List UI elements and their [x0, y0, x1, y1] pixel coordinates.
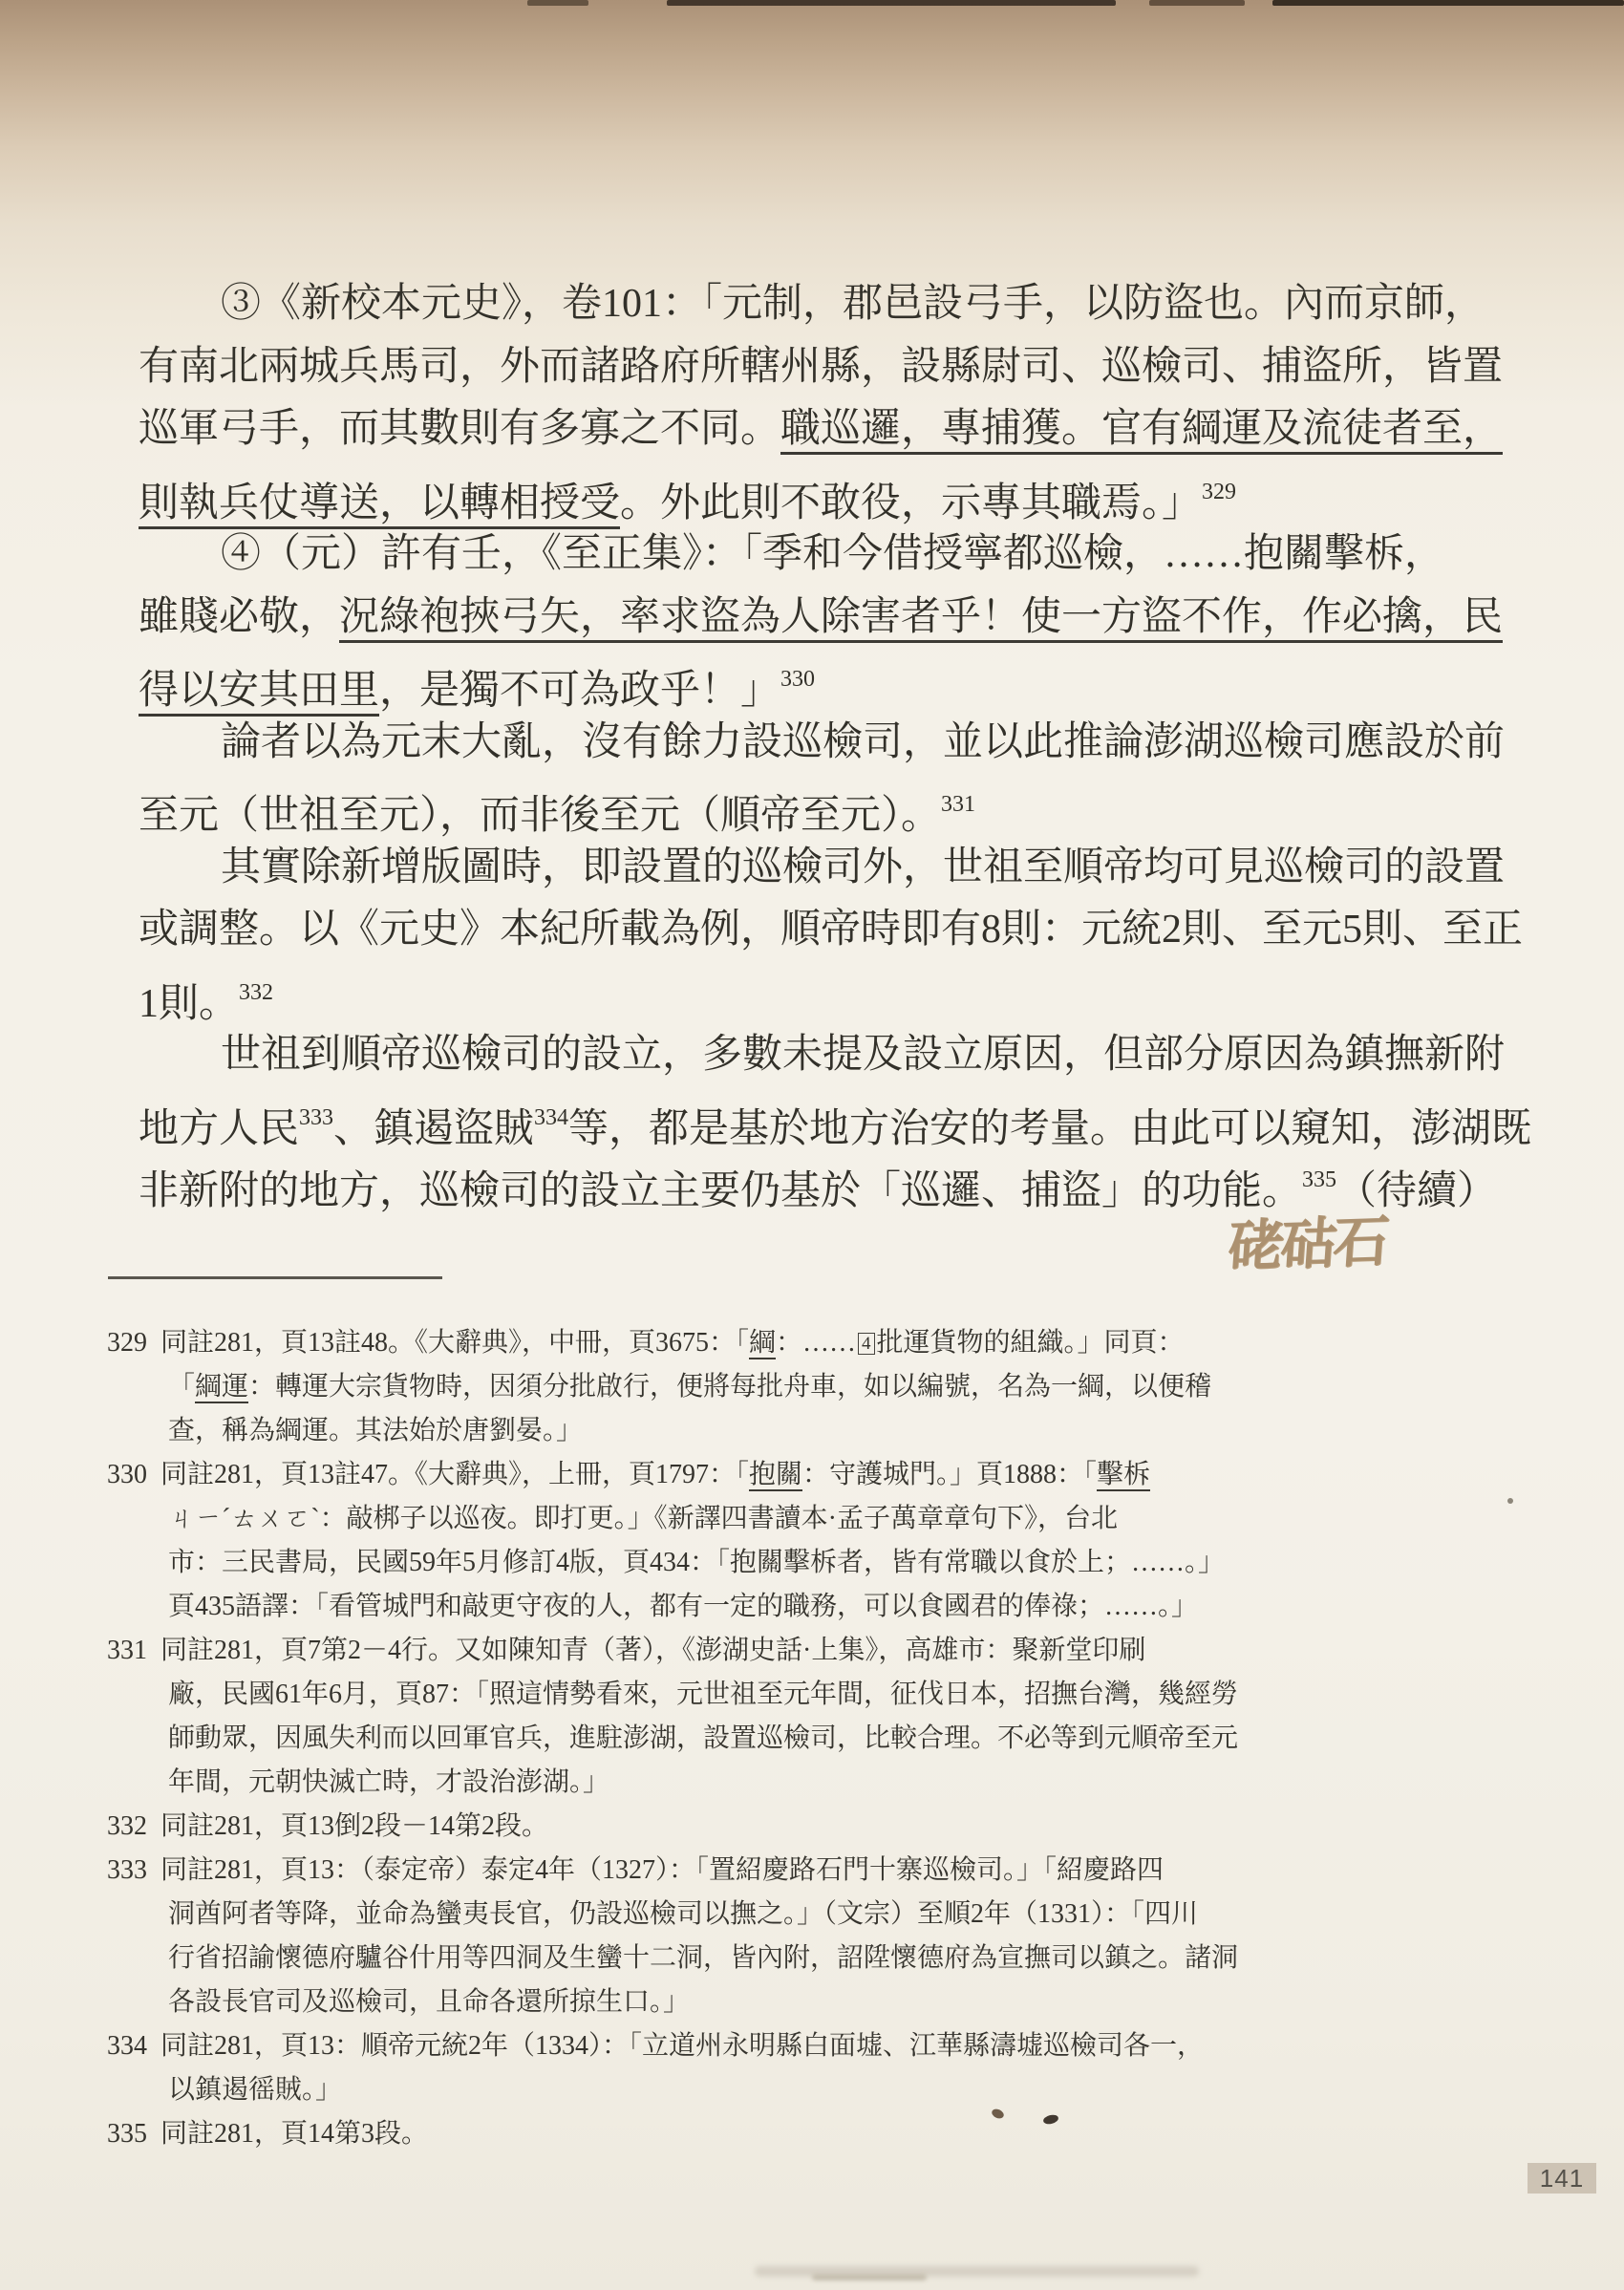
text-run: ③《新校本元史》，卷101：「元制，郡邑設弓手，以防盜也。內而京師， — [221, 282, 1485, 326]
footnote-separator — [108, 1276, 442, 1279]
text-run: 批運貨物的組織。」同頁： — [876, 1328, 1185, 1358]
text-run: ㄐㄧˊㄊㄨㄛˋ：敲梆子以巡夜。即打更。」《新譯四書讀本·孟子萬章章句下》，台北 — [168, 1504, 1118, 1533]
footnote-line — [160, 1673, 1492, 1717]
footnote-ref: 331 — [941, 792, 976, 817]
text-run: 同註281，頁13註47。《大辭典》，上冊，頁1797：「 — [160, 1460, 750, 1489]
scan-edge-artifact — [667, 0, 1116, 6]
body-line — [139, 899, 1524, 962]
text-run: 「 — [168, 1372, 196, 1402]
journal-logo-signature: 硓𥑮石 — [1226, 1209, 1388, 1278]
body-line — [139, 587, 1504, 650]
page-number-badge — [1528, 2163, 1596, 2194]
footnote-item-330 — [107, 1453, 1492, 1629]
text-run: 巡軍弓手，而其數則有多寡之不同。 — [139, 407, 781, 451]
footnote-line — [160, 1453, 1492, 1497]
footnote-item-333 — [107, 1849, 1492, 2024]
footnote-line — [160, 1585, 1492, 1629]
footnote-line — [160, 2024, 1492, 2068]
body-line — [139, 461, 1478, 524]
body-text — [139, 273, 1532, 1213]
body-line — [139, 524, 1478, 587]
text-run: ④（元）許有壬，《至正集》：「季和今借授寧都巡檢，……抱關擊柝， — [221, 532, 1445, 576]
footnote-item-329 — [107, 1321, 1492, 1453]
scan-edge-artifact — [1149, 0, 1245, 6]
footnote-ref: 330 — [780, 667, 816, 692]
text-run: 或調整。以《元史》本紀所載為例，順帝時即有8則：元統2則、至元5則、至正 — [139, 908, 1524, 952]
underlined-text: 則執兵仗導送，以轉相授受 — [139, 482, 620, 529]
footnote-line — [160, 1805, 1492, 1849]
body-line — [139, 336, 1504, 399]
text-run: 同註281，頁13註48。《大辭典》，中冊，頁3675：「 — [160, 1328, 750, 1358]
body-line — [139, 1024, 1506, 1087]
text-run: 以鎮遏徭賊。」 — [168, 2075, 343, 2105]
text-run: ，是獨不可為政乎！」 — [379, 669, 781, 713]
footnote-ref: 332 — [239, 979, 274, 1005]
underlined-text: 抱關 — [749, 1460, 803, 1489]
text-run: 非新附的地方，巡檢司的設立主要仍基於「巡邏、捕盜」的功能。 — [139, 1169, 1303, 1213]
ink-speck — [1507, 1498, 1513, 1504]
text-run: 洞酋阿者等降，並命為蠻夷長官，仍設巡檢司以撫之。」（文宗）至順2年（1331）：「四川 — [168, 1899, 1199, 1929]
underlined-text: 擊柝 — [1097, 1460, 1151, 1489]
scan-edge-artifact — [1272, 0, 1624, 6]
footnote-line — [160, 1937, 1492, 1980]
footnote-item-331 — [107, 1629, 1492, 1805]
footnote-line — [160, 1761, 1492, 1805]
text-run: 行省招諭懷德府驢谷什用等四洞及生蠻十二洞，皆內附，詔陞懷德府為宣撫司以鎮之。諸洞 — [168, 1943, 1239, 1973]
footnote-line — [160, 1980, 1492, 2024]
text-run: 同註281，頁13：（泰定帝）泰定4年（1327）：「置紹慶路石門十寨巡檢司。」「紹慶路四 — [160, 1855, 1165, 1885]
text-run: 同註281，頁14第3段。 — [160, 2119, 429, 2149]
text-run: 查，稱為綱運。其法始於唐劉晏。」 — [168, 1416, 584, 1445]
footnote-number: 335 — [107, 2119, 147, 2149]
underlined-text: 職巡邏，專捕獲。官有綱運及流徒者至， — [780, 407, 1503, 455]
text-run: 同註281，頁7第2－4行。又如陳知青（著），《澎湖史話·上集》，高雄市：聚新堂印刷 — [160, 1636, 1146, 1665]
footnote-ref: 333 — [299, 1104, 334, 1130]
footnote-ref: 329 — [1202, 479, 1237, 504]
footnote-line — [160, 1541, 1492, 1585]
boxed-number: 4 — [858, 1333, 875, 1355]
body-line — [139, 837, 1506, 900]
underlined-text: 綱運 — [195, 1372, 249, 1402]
text-run: 年間，元朝快滅亡時，才設治澎湖。」 — [168, 1767, 610, 1797]
text-run: 廠，民國61年6月，頁87：「照這情勢看來，元世祖至元年間，征伐日本，招撫台灣，幾經勞 — [168, 1680, 1239, 1709]
text-run: 世祖到順帝巡檢司的設立，多數未提及設立原因，但部分原因為鎮撫新附 — [221, 1033, 1506, 1077]
text-run: ：…… — [776, 1328, 857, 1358]
footnote-number: 333 — [107, 1855, 147, 1885]
text-run: 師動眾，因風失利而以回軍官兵，進駐澎湖，設置巡檢司，比較合理。不必等到元順帝至元 — [168, 1723, 1239, 1753]
text-run: ：守護城門。」頁1888：「 — [802, 1460, 1098, 1489]
footnotes — [107, 1321, 1492, 2156]
scan-edge-artifact — [527, 0, 588, 6]
footnote-line — [160, 1321, 1492, 1365]
text-run: 頁435語譯：「看管城門和敲更守夜的人，都有一定的職務，可以食國君的俸祿；……。」 — [168, 1592, 1199, 1621]
footnote-line — [160, 1409, 1492, 1453]
footnote-line — [160, 1629, 1492, 1673]
text-run: 至元（世祖至元），而非後至元（順帝至元）。 — [139, 794, 942, 838]
footnote-line — [160, 1497, 1492, 1541]
underlined-text: 得以安其田里 — [139, 669, 379, 717]
text-run: ：轉運大宗貨物時，因須分批啟行，便將每批舟車，如以編號，名為一綱，以便稽 — [248, 1372, 1212, 1402]
underlined-text: 況綠袍挾弓矢，率求盜為人除害者乎！使一方盜不作，作必擒，民 — [339, 595, 1503, 643]
text-run: 市：三民書局，民國59年5月修訂4版，頁434：「抱關擊柝者，皆有常職以食於上；……。」 — [168, 1548, 1226, 1577]
text-run: 1則。 — [139, 981, 240, 1026]
body-line — [139, 273, 1485, 336]
text-run: 、鎮遏盜賊 — [333, 1106, 535, 1151]
footnote-line — [160, 1893, 1492, 1937]
text-run: 同註281，頁13倒2段－14第2段。 — [160, 1811, 549, 1841]
body-line — [139, 712, 1506, 775]
body-line — [139, 962, 1478, 1025]
text-run: 有南北兩城兵馬司，外而諸路府所轄州縣，設縣尉司、巡檢司、捕盜所，皆置 — [139, 344, 1504, 389]
text-run: 論者以為元末大亂，沒有餘力設巡檢司，並以此推論澎湖巡檢司應設於前 — [221, 719, 1506, 764]
text-run: 等，都是基於地方治安的考量。由此可以窺知，澎湖既 — [568, 1106, 1532, 1151]
footnote-item-335 — [107, 2112, 1492, 2156]
text-run: 雖賤必敬， — [139, 594, 340, 639]
footnote-item-332 — [107, 1805, 1492, 1849]
footnote-number: 330 — [107, 1460, 147, 1489]
footnote-number: 334 — [107, 2031, 147, 2061]
footnote-number: 329 — [107, 1328, 147, 1358]
body-line — [139, 649, 1478, 712]
footnote-line — [160, 1717, 1492, 1761]
text-run: 地方人民 — [139, 1106, 300, 1151]
footnote-number: 332 — [107, 1811, 147, 1841]
text-run: 各設長官司及巡檢司，且命各還所掠生口。」 — [168, 1987, 691, 2017]
body-line — [139, 398, 1504, 461]
text-run: （待續） — [1336, 1169, 1498, 1213]
footnote-ref: 335 — [1302, 1167, 1337, 1192]
footnote-item-334 — [107, 2024, 1492, 2112]
page-number: 141 — [1539, 2164, 1585, 2193]
text-run: 其實除新增版圖時，即設置的巡檢司外，世祖至順帝均可見巡檢司的設置 — [221, 845, 1506, 889]
footnote-line — [160, 2068, 1492, 2112]
footnote-number: 331 — [107, 1636, 147, 1665]
footnote-line — [160, 2112, 1492, 2156]
scan-smudge — [812, 2274, 927, 2280]
body-line — [139, 774, 1478, 837]
text-run: 。外此則不敢役，示專其職焉。」 — [620, 481, 1203, 525]
footnote-ref: 334 — [534, 1104, 569, 1130]
footnote-line — [160, 1849, 1492, 1893]
text-run: 同註281，頁13：順帝元統2年（1334）：「立道州永明縣白面墟、江華縣濤墟巡檢司各一， — [160, 2031, 1205, 2061]
body-line — [139, 1087, 1532, 1151]
footnote-line — [160, 1365, 1492, 1409]
underlined-text: 綱 — [749, 1328, 777, 1358]
